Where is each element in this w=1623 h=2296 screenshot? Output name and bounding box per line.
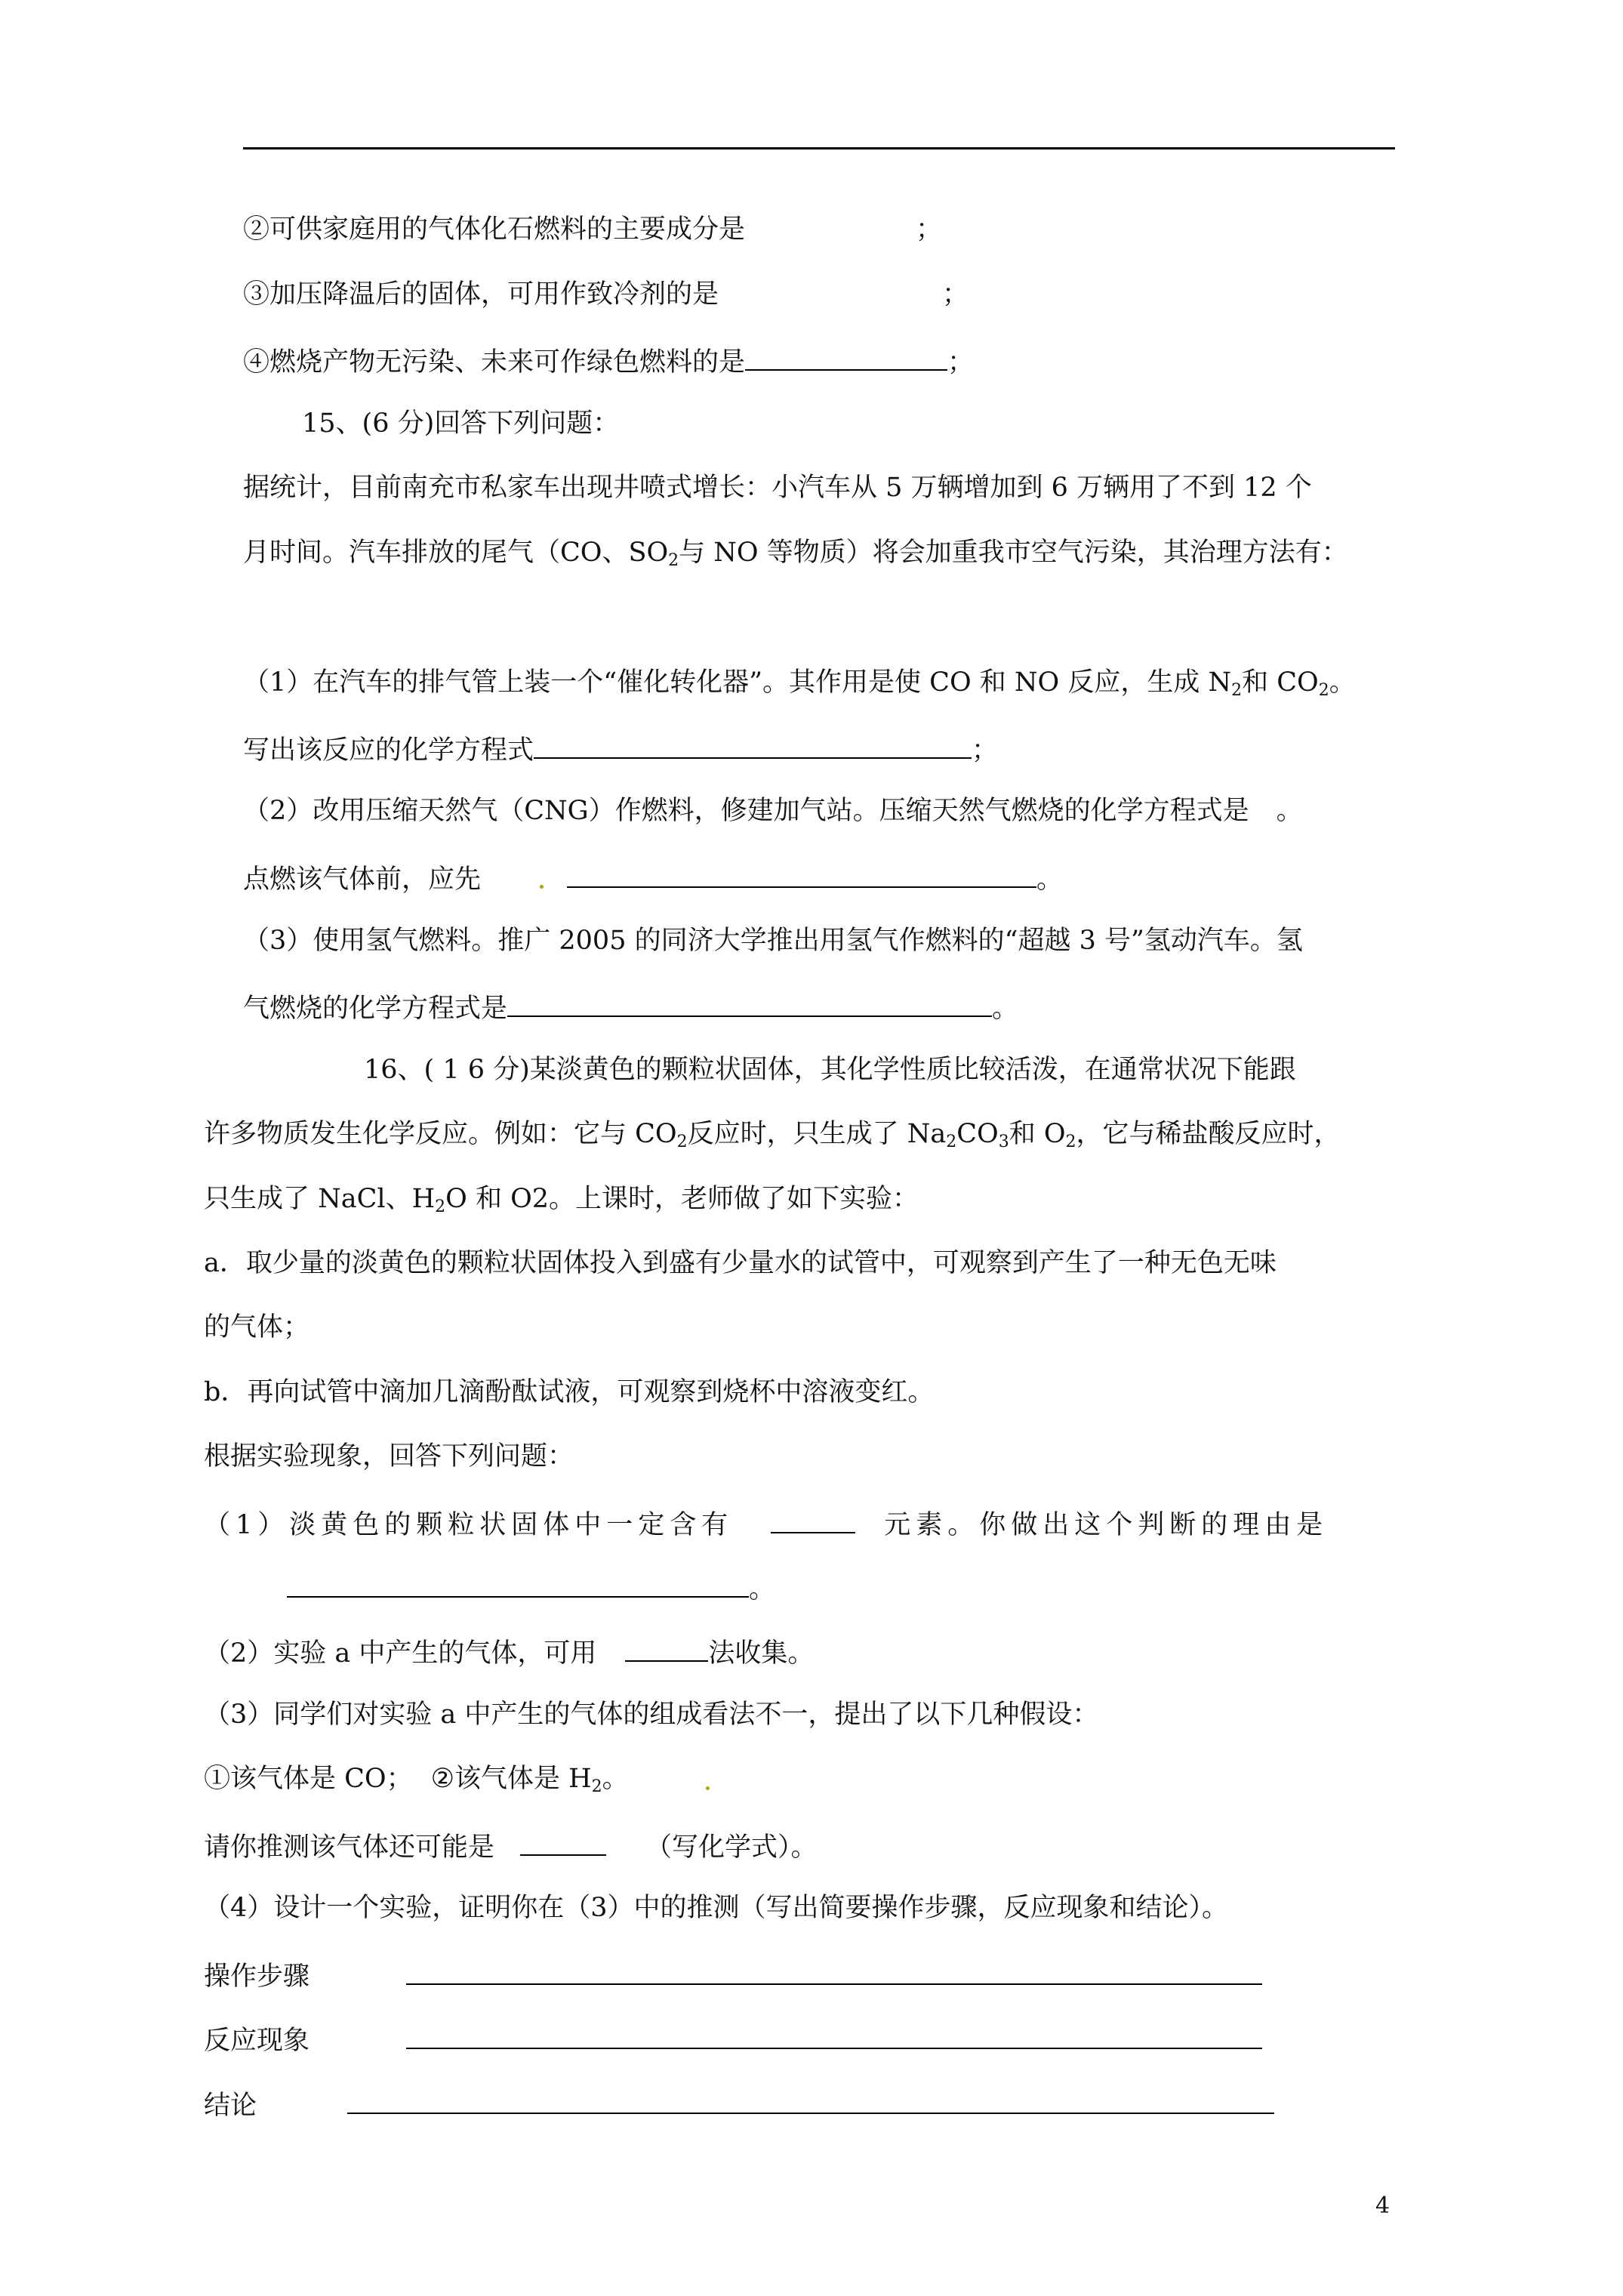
q16-sub1-reason-blank[interactable] xyxy=(287,1567,749,1598)
q16-conclusion-blank[interactable] xyxy=(347,2084,1274,2114)
q15-part2-line-2: 点燃该气体前，应先 。 xyxy=(243,858,1063,898)
stray-dot xyxy=(540,885,544,889)
q15-part3-line-2: 气燃烧的化学方程式是 。 xyxy=(243,987,1018,1027)
q16-sub2: （2）实验 a 中产生的气体，可用 法收集。 xyxy=(204,1632,814,1672)
q15-part2-answer-blank[interactable] xyxy=(567,858,1036,888)
q16-heading: 16、( 1 6 分)某淡黄色的颗粒状固体，其化学性质比较活泼，在通常状况下能跟 xyxy=(364,1055,1296,1085)
q15-heading: 15、(6 分)回答下列问题： xyxy=(302,408,620,439)
q16-sub1-line-2: 。 xyxy=(287,1567,775,1607)
q16-intro-line-3: 只生成了 NaCl、$H_2O$ 和 O2。上课时，老师做了如下实验： xyxy=(204,1184,919,1216)
q16-sub1-line-1: （1）淡黄色的颗粒状固体中一定含有 元素。你做出这个判断的理由是 xyxy=(204,1503,1328,1543)
q16-experiment-a-line-2: 的气体； xyxy=(204,1312,310,1342)
q16-answer-prompt: 根据实验现象，回答下列问题： xyxy=(204,1441,574,1472)
q16-conclusion-row: 结论 xyxy=(204,2084,1274,2124)
q16-guess-formula-blank[interactable] xyxy=(520,1826,606,1856)
q16-phenomenon-blank[interactable] xyxy=(406,2019,1262,2049)
q16-hypotheses: ①该气体是 CO； ②该气体是 $H_2$。 xyxy=(204,1764,629,1796)
q16-experiment-a-line-1: a．取少量的淡黄色的颗粒状固体投入到盛有少量水的试管中，可观察到产生了一种无色无味 xyxy=(204,1248,1277,1278)
q15-intro-line-2: 月时间。汽车排放的尾气（CO、$SO_2$与 NO 等物质）将会加重我市空气污染，其治理方法有： xyxy=(243,538,1348,570)
q14-item-3: ③加压降温后的固体，可用作致冷剂的是 ； xyxy=(243,279,969,310)
q15-part3-line-1: （3）使用氢气燃料。推广 2005 的同济大学推出用氢气作燃料的“超越 3 号”氢动汽车。氢 xyxy=(243,926,1303,956)
header-rule xyxy=(243,147,1395,149)
q14-item-2: ②可供家庭用的气体化石燃料的主要成分是 ； xyxy=(243,214,943,245)
q15-intro-line-1: 据统计，目前南充市私家车出现井喷式增长：小汽车从 5 万辆增加到 6 万辆用了不到 12 个 xyxy=(243,473,1312,503)
q16-sub4: （4）设计一个实验，证明你在（3）中的推测（写出简要操作步骤，反应现象和结论）。 xyxy=(204,1893,1229,1923)
q16-sub1-element-blank[interactable] xyxy=(771,1503,855,1533)
q15-part2-line-1: （2）改用压缩天然气（CNG）作燃料，修建加气站。压缩天然气燃烧的化学方程式是 。 xyxy=(243,796,1303,826)
q15-part1-line-1: （1）在汽车的排气管上装一个“催化转化器”。其作用是使 CO 和 NO 反应，生成 $N_2$和 $CO_2$。 xyxy=(243,667,1356,700)
q16-sub3: （3）同学们对实验 a 中产生的气体的组成看法不一，提出了以下几种假设： xyxy=(204,1700,1099,1730)
q16-steps-row: 操作步骤 xyxy=(204,1955,1262,1995)
q16-intro-line-2: 许多物质发生化学反应。例如：它与 $CO_2$反应时，只生成了 $Na_2CO_3$和 $O_2$，它与稀盐酸反应时， xyxy=(204,1119,1341,1151)
q14-item-4: ④燃烧产物无污染、未来可作绿色燃料的是 ； xyxy=(243,341,974,381)
q14-item4-answer-blank[interactable] xyxy=(745,341,947,371)
q15-part1-line-2: 写出该反应的化学方程式 ； xyxy=(243,729,998,769)
q16-sub2-method-blank[interactable] xyxy=(625,1632,708,1662)
page-number: 4 xyxy=(1375,2193,1390,2219)
q16-experiment-b: b．再向试管中滴加几滴酚酞试液，可观察到烧杯中溶液变红。 xyxy=(204,1377,935,1407)
q15-part1-equation-blank[interactable] xyxy=(534,729,972,759)
stray-dot xyxy=(706,1786,710,1790)
q16-guess: 请你推测该气体还可能是 （写化学式）。 xyxy=(204,1826,818,1866)
q16-phenomenon-row: 反应现象 xyxy=(204,2019,1262,2059)
q15-part3-equation-blank[interactable] xyxy=(507,987,992,1017)
q16-steps-blank[interactable] xyxy=(406,1955,1262,1985)
